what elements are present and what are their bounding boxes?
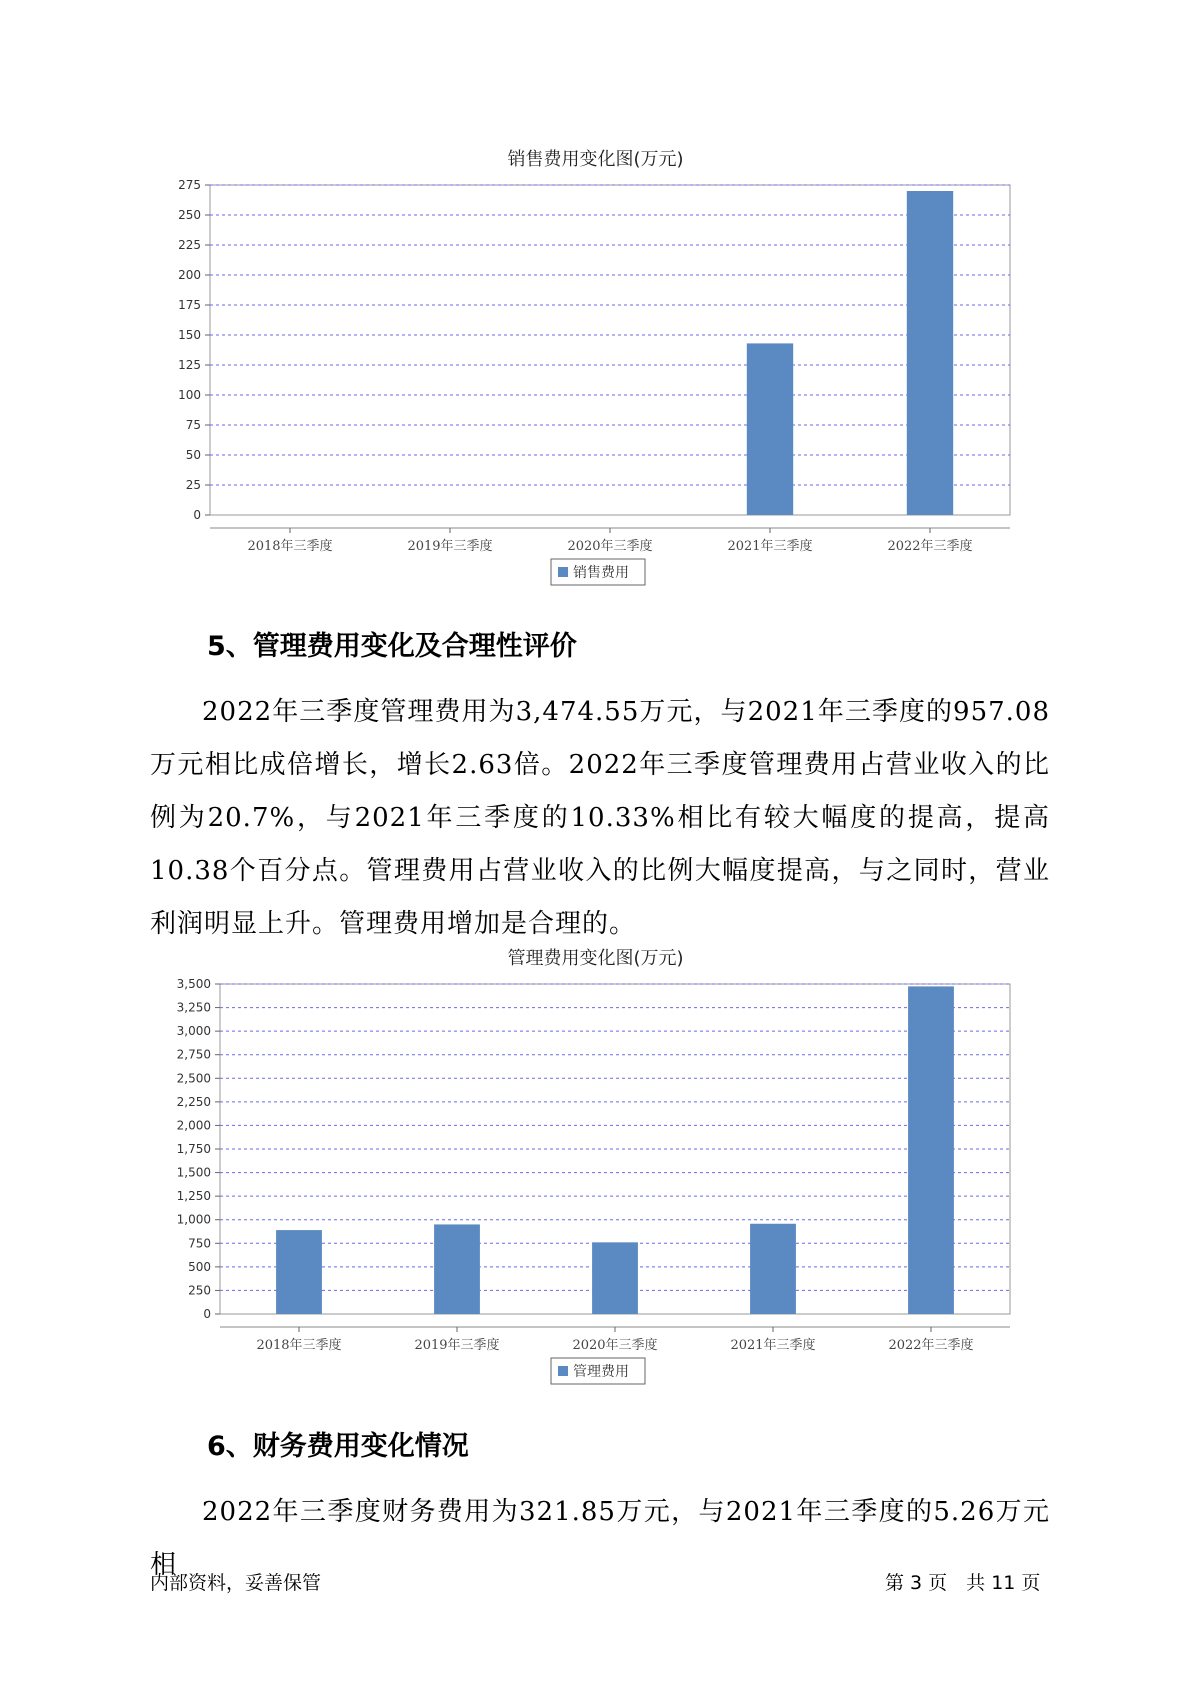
y-tick-label: 500: [188, 1259, 211, 1274]
y-tick-label: 250: [178, 208, 201, 222]
y-tick-label: 750: [188, 1236, 211, 1251]
y-tick-label: 100: [178, 388, 201, 402]
y-tick-label: 0: [203, 1307, 211, 1321]
x-tick-label: 2020年三季度: [572, 1338, 658, 1353]
y-tick-label: 1,250: [176, 1189, 211, 1204]
bar: [276, 1230, 322, 1314]
y-tick-label: 2,750: [176, 1047, 211, 1062]
footer-page-number: 第 3 页 共 11 页: [885, 1572, 1041, 1594]
y-tick-label: 2,500: [176, 1071, 211, 1086]
y-tick-label: 0: [193, 508, 201, 522]
y-tick-label: 25: [185, 478, 201, 492]
y-tick-label: 3,250: [176, 1000, 211, 1015]
y-tick-label: 3,500: [176, 977, 211, 991]
legend-swatch: [558, 1366, 568, 1376]
y-tick-label: 175: [178, 298, 201, 312]
x-tick-label: 2018年三季度: [256, 1338, 342, 1353]
y-tick-label: 1,000: [176, 1212, 211, 1227]
y-tick-label: 275: [178, 178, 201, 192]
bar: [750, 1224, 796, 1314]
section-6-heading: 6、财务费用变化情况: [207, 1431, 469, 1462]
y-tick-label: 50: [185, 448, 201, 462]
section-5-heading: 5、管理费用变化及合理性评价: [207, 631, 577, 662]
x-tick-label: 2021年三季度: [727, 539, 813, 554]
x-tick-label: 2020年三季度: [567, 539, 653, 554]
x-tick-label: 2018年三季度: [247, 539, 333, 554]
y-tick-label: 1,500: [176, 1165, 211, 1180]
x-tick-label: 2022年三季度: [888, 1338, 974, 1353]
section-6-paragraph: 2022年三季度财务费用为321.85万元，与2021年三季度的5.26万元相: [150, 1497, 1050, 1580]
chart-2-title: 管理费用变化图(万元): [507, 948, 684, 969]
y-tick-label: 200: [178, 268, 201, 282]
bar: [908, 986, 954, 1314]
chart-1-title: 销售费用变化图(万元): [507, 149, 684, 170]
y-tick-label: 125: [178, 358, 201, 372]
y-tick-label: 75: [185, 418, 201, 432]
y-tick-label: 2,000: [176, 1118, 211, 1133]
y-tick-label: 2,250: [176, 1094, 211, 1109]
bar: [434, 1224, 480, 1314]
y-tick-label: 225: [178, 238, 201, 252]
y-tick-label: 250: [188, 1283, 211, 1298]
section-5-paragraph: 2022年三季度管理费用为3,474.55万元，与2021年三季度的957.08万元相比成倍增长，增长2.63倍。2022年三季度管理费用占营业收入的比例为20.7%，与2021年三季度的10.33%相比有较大幅度的提高，提高10.38个百分点。管理费用占营业收入的比例大幅度提高，与之同时，营业利润明显上升。管理费用增加是合理的。: [150, 697, 1050, 939]
x-tick-label: 2022年三季度: [887, 539, 973, 554]
bar: [592, 1242, 638, 1314]
x-tick-label: 2021年三季度: [730, 1338, 816, 1353]
y-tick-label: 150: [178, 328, 201, 342]
legend-label: 销售费用: [573, 565, 629, 581]
y-tick-label: 1,750: [176, 1142, 211, 1156]
x-tick-label: 2019年三季度: [407, 539, 493, 554]
legend-label: 管理费用: [573, 1364, 629, 1380]
footer-left: 内部资料，妥善保管: [150, 1572, 322, 1594]
y-tick-label: 3,000: [176, 1024, 211, 1039]
x-tick-label: 2019年三季度: [414, 1338, 500, 1353]
